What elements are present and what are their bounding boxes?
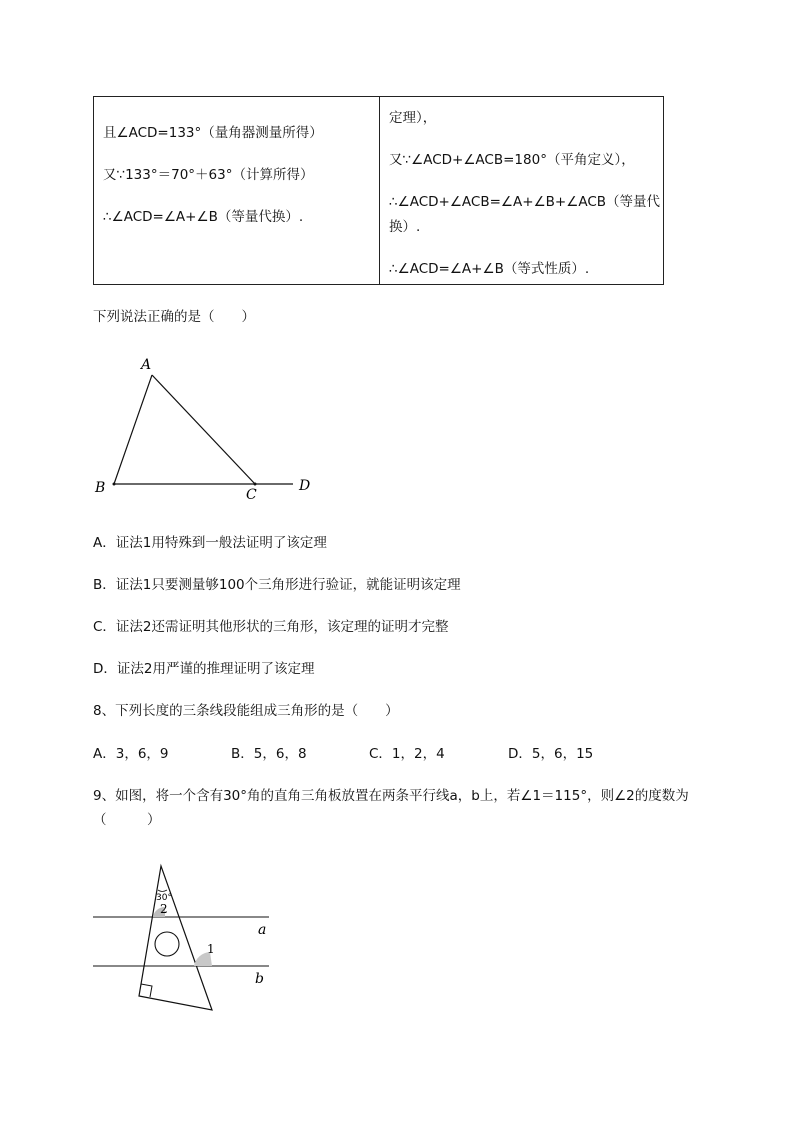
segment-ac: [152, 375, 255, 484]
proof-right-cell: [380, 97, 664, 285]
label-a: A: [141, 357, 152, 373]
angle-30-arc: [158, 890, 167, 892]
proof-right-line: ∴∠ACD+∠ACB=∠A+∠B+∠ACB（等量代: [389, 194, 661, 210]
label-30-degrees: 30°: [156, 893, 172, 903]
q7-option-d: D．证法2用严谨的推理证明了该定理: [93, 661, 315, 677]
label-b: B: [95, 480, 106, 496]
proof-left-line: 且∠ACD=133°（量角器测量所得）: [103, 125, 323, 141]
label-angle-1: 1: [207, 942, 215, 956]
proof-right-line: 定理），: [389, 110, 437, 126]
q7-option-b: B．证法1只要测量够100个三角形进行验证，就能证明该定理: [93, 577, 461, 593]
label-c: C: [246, 487, 257, 503]
point-b: [113, 483, 116, 486]
q7-option-a: A．证法1用特殊到一般法证明了该定理: [93, 535, 327, 551]
parallel-lines-figure: [85, 860, 285, 1020]
proof-right-line: 又∵∠ACD+∠ACB=180°（平角定义），: [389, 152, 635, 168]
q8-option-d: D．5，6，15: [508, 746, 594, 762]
proof-left-cell: [94, 97, 380, 285]
segment-ab: [114, 375, 152, 484]
proof-table: [93, 96, 664, 285]
point-c: [254, 483, 257, 486]
label-line-a: a: [258, 922, 267, 938]
q7-stem: 下列说法正确的是（ ）: [93, 309, 255, 325]
proof-left-line: ∴∠ACD=∠A+∠B（等量代换）.: [103, 209, 304, 225]
set-square-hole: [155, 932, 179, 956]
proof-left-line: 又∵133°＝70°＋63°（计算所得）: [103, 167, 314, 183]
right-angle-marker: [141, 984, 152, 997]
q8-stem: 8、下列长度的三条线段能组成三角形的是（ ）: [93, 703, 399, 719]
q9-stem-line1: 9、如图，将一个含有30°角的直角三角板放置在两条平行线a，b上，若∠1＝115°，则∠2的度数为: [93, 788, 689, 804]
q8-option-c: C．1，2，4: [369, 746, 445, 762]
q8-option-a: A．3，6，9: [93, 746, 169, 762]
set-square: [139, 866, 212, 1010]
label-line-b: b: [255, 971, 264, 987]
proof-right-line: ∴∠ACD=∠A+∠B（等式性质）.: [389, 261, 590, 277]
label-angle-2: 2: [160, 902, 168, 916]
label-d: D: [299, 478, 311, 494]
q9-stem-line2: （ ）: [93, 812, 161, 828]
q8-option-b: B．5，6，8: [231, 746, 307, 762]
triangle-abc-figure: [85, 345, 325, 505]
proof-right-line: 换）.: [389, 219, 421, 235]
q7-option-c: C．证法2还需证明其他形状的三角形，该定理的证明才完整: [93, 619, 449, 635]
